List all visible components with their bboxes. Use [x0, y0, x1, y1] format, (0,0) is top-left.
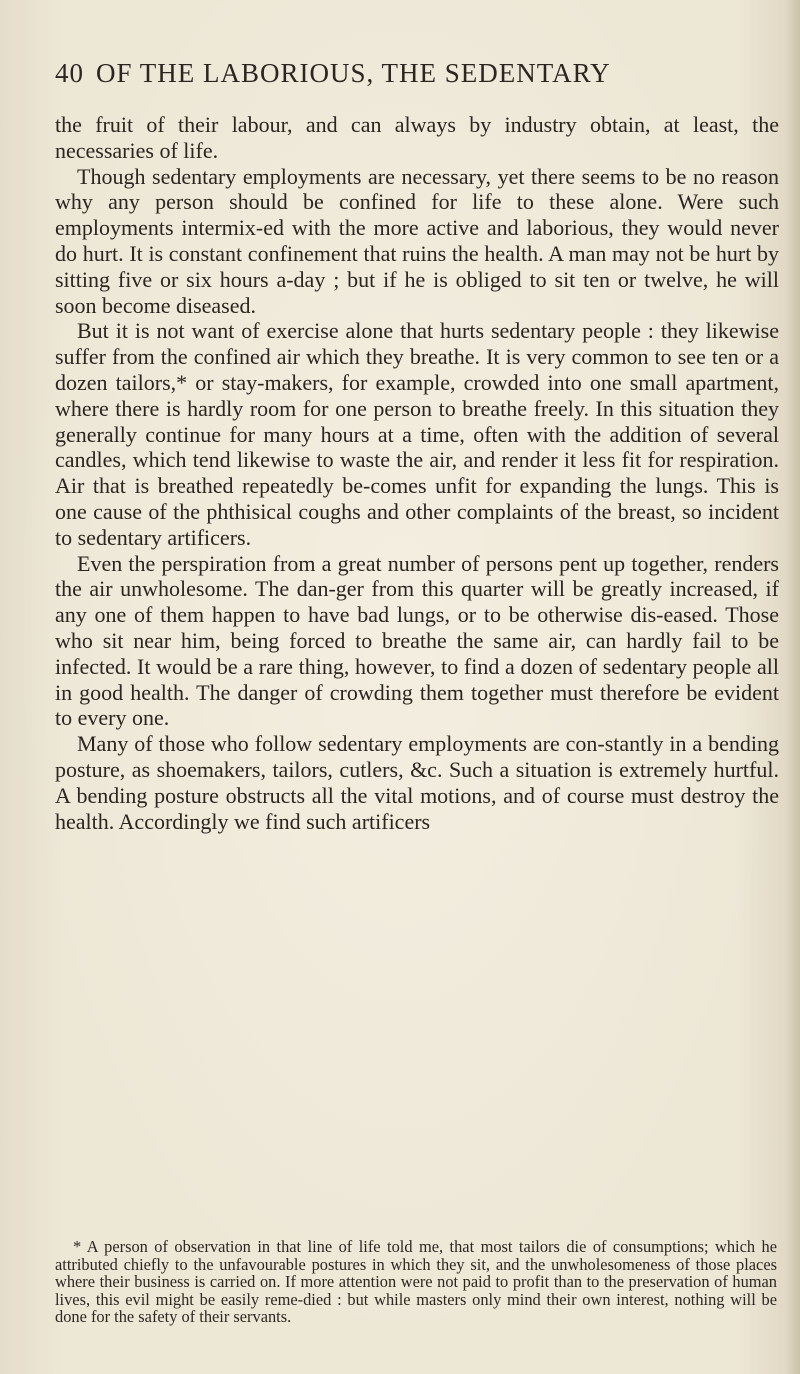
running-head — [55, 58, 775, 89]
paragraph-bending-posture: Many of those who follow sedentary employments are con-stantly in a bending posture, as shoemakers, tailors, cutlers, &c. Such a situation is extremely hurtful. A bending posture obstructs all the vital motions, and of course must destroy the health. Accordingly we find such artificers — [55, 731, 779, 834]
running-title: OF THE LABORIOUS, THE SEDENTARY — [96, 58, 611, 88]
paragraph-confined-air: But it is not want of exercise alone that hurts sedentary people : they likewise suffer from the confined air which they breathe. It is very common to see ten or a dozen tailors,* or stay-makers, for example, crowded into one small apartment, where there is hardly room for one person to breathe freely. In this situation they generally continue for many hours at a time, often with the addition of several candles, which tend likewise to waste the air, and render it less fit for respiration. Air that is breathed repeatedly be-comes unfit for expanding the lungs. This is one cause of the phthisical coughs and other complaints of the breast, so incident to sedentary artificers. — [55, 318, 779, 550]
paragraph-perspiration: Even the perspiration from a great number of persons pent up together, renders the air unwholesome. The dan-ger from this quarter will be greatly increased, if any one of them happen to have bad lungs, or to be otherwise dis-eased. Those who sit near him, being forced to breathe the same air, can hardly fail to be infected. It would be a rare thing, however, to find a dozen of sedentary people all in good health. The danger of crowding them together must therefore be evident to every one. — [55, 550, 779, 731]
body-text — [55, 112, 779, 834]
page-edge-shadow — [786, 0, 800, 1374]
paragraph-sedentary-employments: Though sedentary employments are necessary, yet there seems to be no reason why any person should be confined for life to these alone. Were such employments intermix-ed with the more active and laborious, they would never do hurt. It is constant confinement that ruins the health. A man may not be hurt by sitting five or six hours a-day ; but if he is obliged to sit ten or twelve, he will soon become diseased. — [55, 163, 779, 318]
paragraph-continuation: the fruit of their labour, and can always by industry obtain, at least, the necessaries of life. — [55, 112, 779, 163]
footnote: * A person of observation in that line of life told me, that most tailors die of consumptions; which he attributed chiefly to the unfavourable postures in which they sit, and the unwholesomeness of those places where their business is carried on. If more attention were not paid to profit than to the preservation of human lives, this evil might be easily reme-died : but while masters only mind their own interest, nothing will be done for the safety of their servants. — [55, 1237, 777, 1327]
page-number: 40 — [55, 58, 84, 88]
